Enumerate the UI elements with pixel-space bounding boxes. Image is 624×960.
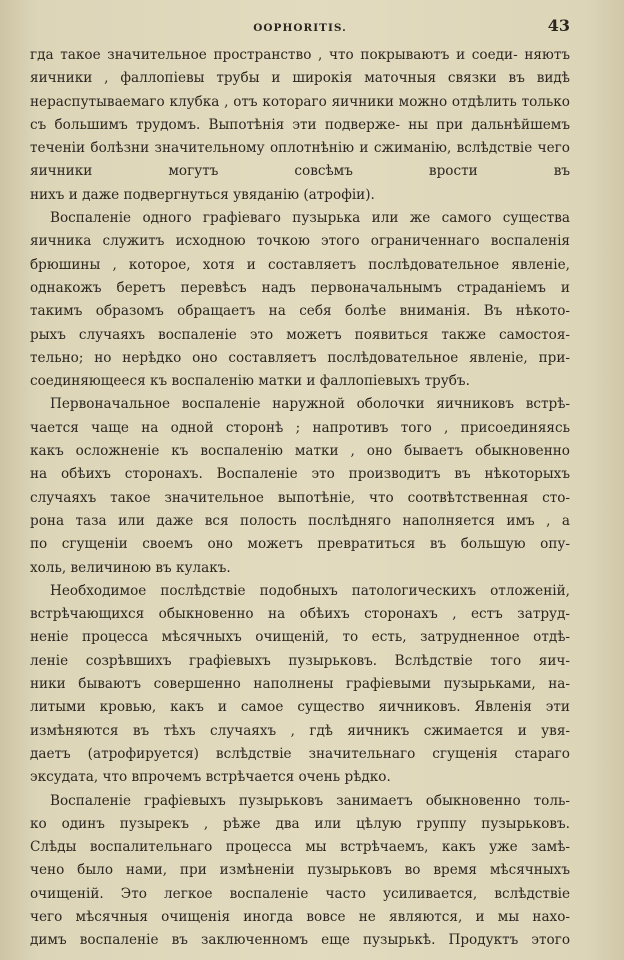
text-line: по сгущеніи своемъ оно можетъ превратиться въ большую опу- (30, 536, 570, 553)
text-line: измѣняются въ тѣхъ случаяхъ , гдѣ яичникъ сжимается и увя- (30, 722, 570, 739)
text-line: ны при дальнѣйшемъ теченіи болѣзни значительному оплотнѣнію (30, 116, 571, 157)
text-line: литыми кровью, какъ и самое существо яичниковъ. Явленія эти (30, 699, 570, 716)
text-line: Слѣды воспалительнаго процесса мы встрѣчаемъ, какъ уже замѣ- (30, 839, 570, 856)
text-line: чается чаще на одной сторонѣ ; напротивъ того , присоединяясь (30, 419, 570, 436)
text-line: и сжиманію, вслѣдствіе чего яичники могутъ совсѣмъ врости въ (30, 140, 570, 180)
paragraph-2-body (30, 300, 570, 323)
text-line: Воспаленіе одного графіеваго пузырька или же самого существа (50, 210, 570, 227)
paragraph-5-body (30, 813, 570, 836)
text-line: рыхъ случаяхъ воспаленіе это можетъ появиться также самостоя- (30, 326, 570, 343)
text-line: брюшины , которое, хотя и составляетъ послѣдовательное явленіе, (30, 256, 570, 273)
paragraph-4-body (30, 603, 570, 626)
text-line: какъ осложненіе къ воспаленію матки , оно бываетъ обыкновенно (30, 443, 570, 460)
text-line: леніе созрѣвшихъ графіевыхъ пузырьковъ. Вслѣдствіе того яич- (30, 652, 570, 669)
text-line: Первоначальное воспаленіе наружной оболочки яичниковъ встрѣ- (50, 396, 570, 413)
paragraph-3-body (30, 533, 570, 556)
text-line: случаяхъ такое значительное выпотѣніе, что соотвѣтственная сто- (30, 489, 570, 506)
text-line: даетъ (атрофируется) вслѣдствіе значительнаго сгущенія стараго (30, 745, 570, 762)
paragraph-2-body (30, 347, 570, 370)
paragraph-3-body (30, 417, 570, 440)
text-line: въ видѣ нераспутываемаго клубка , отъ котораго яичники можно (30, 70, 570, 110)
paragraph-2-body (30, 254, 570, 277)
text-line: няютъ яичники , фаллопіевы трубы и широкія маточныя связки (30, 47, 570, 87)
paragraph-3-body (30, 510, 570, 533)
paragraph-3-body (30, 440, 570, 463)
text-line: такимъ образомъ обращаетъ на себя болѣе вниманія. Въ нѣкото- (30, 303, 570, 320)
paragraph-4 (30, 580, 570, 603)
paragraph-5-body (30, 859, 570, 882)
text-line: однакожъ беретъ перевѣсъ надъ первоначальнымъ страданіемъ и (30, 279, 570, 296)
text-line: эксудата, что впрочемъ встрѣчается очень рѣдко. (30, 769, 391, 786)
text-line: чего мѣсячныя очищенія иногда вовсе не являются, и мы нахо- (30, 908, 570, 925)
text-line: тельно; но нерѣдко оно составляетъ послѣдовательное явленіе, при- (30, 349, 570, 366)
text-line: Необходимое послѣдствіе подобныхъ патологическихъ отложеній, (50, 582, 570, 599)
paragraph-4-body (30, 720, 570, 743)
paragraph-2-end (30, 370, 570, 393)
paragraph-2-body (30, 230, 570, 253)
text-line: чено было нами, при измѣненіи пузырьковъ во время мѣсячныхъ (30, 862, 570, 879)
paragraph-4-body (30, 626, 570, 649)
paragraph-5-body (30, 929, 570, 952)
page-header (30, 14, 570, 40)
text-line: на обѣихъ сторонахъ. Воспаленіе это производитъ въ нѣкоторыхъ (30, 466, 570, 483)
paragraph-3-body (30, 487, 570, 510)
paragraph-4-body (30, 743, 570, 766)
paragraph-2-body (30, 277, 570, 300)
paragraph-2 (30, 207, 570, 230)
text-line: рона таза или даже вся полость послѣдняго наполняется имъ , а (30, 512, 570, 529)
paragraph-2-body (30, 324, 570, 347)
text-line: холь, величиною въ кулакъ. (30, 559, 231, 576)
text-line: ко одинъ пузырекъ , рѣже два или цѣлую группу пузырьковъ. (30, 815, 570, 832)
text-line: гда такое значительное пространство , что покрываютъ и соеди- (30, 47, 518, 63)
paragraph-5 (30, 790, 570, 813)
paragraph-3-end (30, 557, 570, 580)
paragraph-1-end (30, 184, 570, 207)
text-line: очищеній. Это легкое воспаленіе часто усиливается, вслѣдствіе (30, 885, 570, 902)
text-line: Воспаленіе графіевыхъ пузырьковъ занимаетъ обыкновенно толь- (50, 792, 570, 809)
paragraph-4-end (30, 766, 570, 789)
paragraph-4-body (30, 696, 570, 719)
paragraph-3 (30, 393, 570, 416)
paragraph-4-body (30, 650, 570, 673)
page-body (30, 44, 570, 953)
text-line: ники бываютъ совершенно наполнены графіевыми пузырьками, на- (30, 676, 570, 693)
text-line: встрѣчающихся обыкновенно на обѣихъ сторонахъ , естъ затруд- (30, 606, 570, 623)
paragraph-5-body (30, 906, 570, 929)
page-number: 43 (547, 16, 570, 35)
paragraph-4-body (30, 673, 570, 696)
text-line: димъ воспаленіе въ заключенномъ еще пузырькѣ. Продуктъ этого (30, 932, 570, 949)
text-line: нихъ и даже подвергнуться увяданію (атрофіи). (30, 186, 375, 203)
running-title: OOPHORITIS. (253, 22, 347, 34)
text-line: яичника служитъ исходною точкою этого ограниченнаго воспаленія (30, 233, 570, 250)
paragraph-1 (30, 44, 570, 184)
paragraph-3-body (30, 463, 570, 486)
paragraph-5-body (30, 883, 570, 906)
text-line: отдѣлить только съ большимъ трудомъ. Выпотѣнія эти подвержe- (30, 93, 570, 133)
paragraph-5-body (30, 836, 570, 859)
text-line: соединяющееся къ воспаленію матки и фаллопіевыхъ трубъ. (30, 373, 470, 390)
text-line: неніе процесса мѣсячныхъ очищеній, то есть, затрудненное отдѣ- (30, 629, 570, 646)
